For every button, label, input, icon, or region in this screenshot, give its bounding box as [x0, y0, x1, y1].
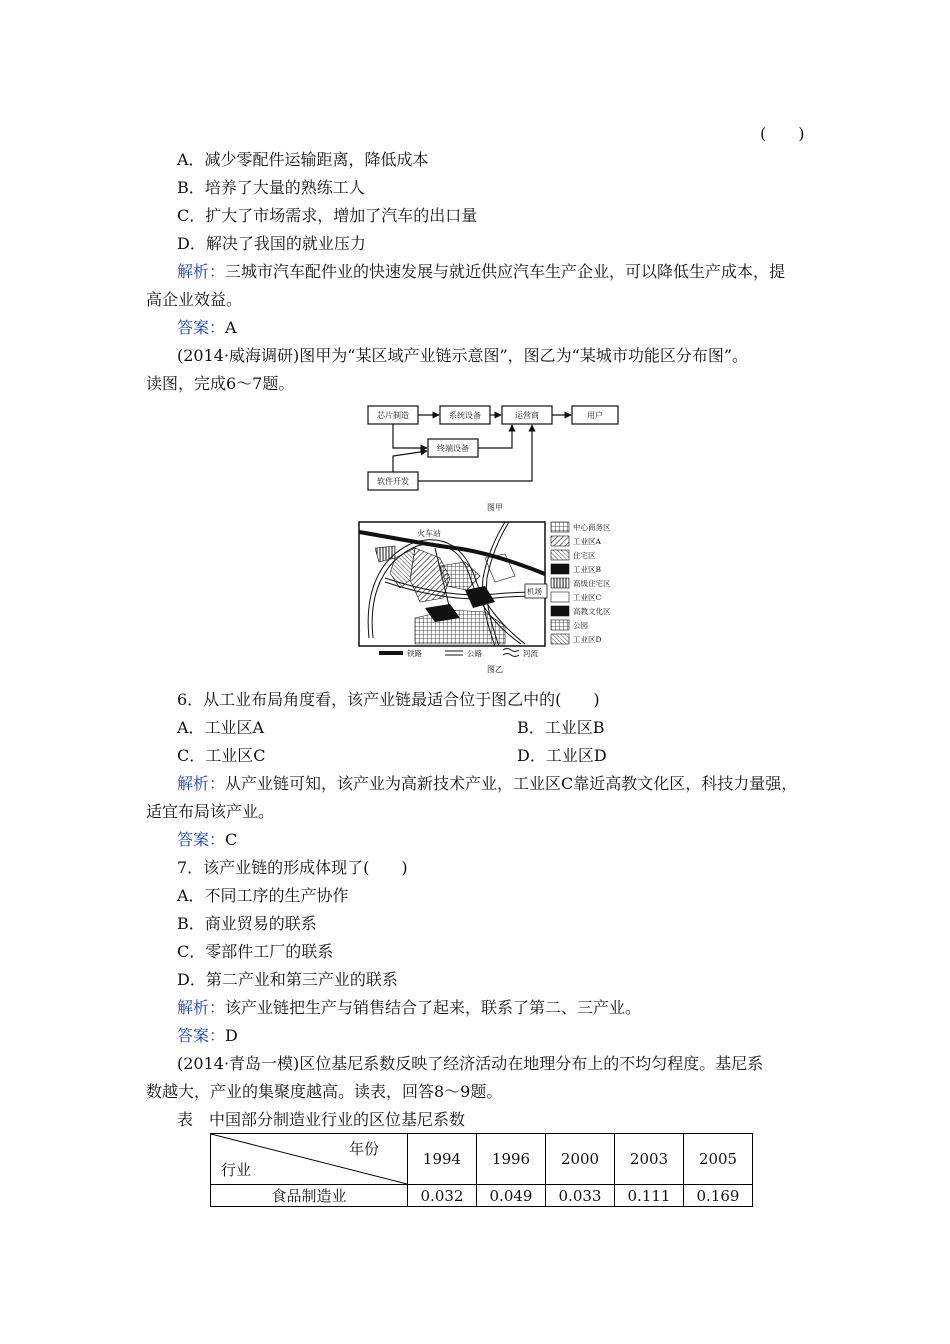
box-user: 用户: [587, 411, 603, 420]
q6-answer: [177, 827, 237, 853]
table-caption: 表 中国部分制造业行业的区位基尼系数: [177, 1110, 466, 1129]
answer-value: A: [225, 318, 237, 337]
legend-premium-residential: 高级住宅区: [573, 579, 611, 588]
box-software: 软件开发: [377, 477, 409, 486]
table-row: [211, 1185, 753, 1207]
legend-residential: 住宅区: [573, 551, 596, 560]
legend-rail: 铁路: [407, 649, 422, 658]
year-header: 1994: [408, 1134, 477, 1185]
q5-option-a: A．减少零配件运输距离，降低成本: [177, 150, 429, 169]
box-terminal: 终端设备: [437, 444, 469, 453]
answer-label: 答案：: [177, 1026, 226, 1045]
q6-option-c: C．工业区C: [177, 746, 266, 765]
row-value: 0.049: [477, 1185, 546, 1207]
corner-industry-label: 行业: [221, 1161, 252, 1179]
q7-option-d: D．第二产业和第三产业的联系: [177, 970, 398, 989]
legend-cbd: 中心商务区: [573, 523, 611, 532]
q6-stem: 6．从工业布局角度看，该产业链最适合位于图乙中的( ): [177, 690, 600, 709]
q6-option-d: D．工业区D: [517, 746, 607, 765]
year-header: 1996: [477, 1134, 546, 1185]
analysis-label: 解析：: [177, 262, 226, 281]
analysis-label: 解析：: [177, 774, 226, 793]
answer-parenthesis: ( ): [760, 124, 805, 143]
answer-value: D: [225, 1026, 238, 1045]
row-value: 0.111: [615, 1185, 684, 1207]
q5-analysis: [177, 259, 785, 285]
legend-industry-a: 工业区A: [573, 537, 601, 546]
intro-8-9: (2014·青岛一模)区位基尼系数反映了经济活动在地理分布上的不均匀程度。基尼系: [177, 1054, 764, 1073]
legend-industry-c: 工业区C: [573, 593, 602, 602]
analysis-text: 从产业链可知，该产业为高新技术产业，工业区C靠近高教文化区，科技力量强，: [225, 774, 798, 793]
corner-year-label: 年份: [348, 1140, 379, 1158]
q6-analysis: [177, 771, 797, 797]
legend-education: 高教文化区: [573, 607, 611, 616]
q7-answer: [177, 1023, 238, 1049]
figure-b-city-map: [355, 518, 640, 676]
box-chip: 芯片制造: [377, 411, 409, 420]
table-header-row: [211, 1134, 753, 1185]
year-header: 2005: [684, 1134, 753, 1185]
year-header: 2000: [546, 1134, 615, 1185]
q5-option-d: D．解决了我国的就业压力: [177, 234, 366, 253]
answer-value: C: [225, 830, 238, 849]
answer-label: 答案：: [177, 318, 226, 337]
legend-park: 公园: [573, 621, 588, 630]
analysis-label: 解析：: [177, 998, 226, 1017]
legend-road: 公路: [467, 649, 482, 658]
q6-analysis-cont: 适宜布局该产业。: [146, 802, 275, 821]
q6-option-b: B．工业区B: [517, 718, 605, 737]
q5-answer: [177, 315, 237, 341]
table-corner-cell: [211, 1134, 408, 1185]
year-header: 2003: [615, 1134, 684, 1185]
q7-analysis: [177, 995, 641, 1021]
q7-stem: 7．该产业链的形成体现了( ): [177, 858, 408, 877]
legend-industry-b: 工业区B: [573, 565, 602, 574]
station-label: 火车站: [417, 529, 441, 538]
box-system: 系统设备: [449, 411, 481, 420]
intro-6-7-cont: 读图，完成6～7题。: [146, 374, 295, 393]
figure-b-caption: 图乙: [487, 665, 503, 674]
row-value: 0.032: [408, 1185, 477, 1207]
intro-6-7: (2014·威海调研)图甲为“某区域产业链示意图”，图乙为“某城市功能区分布图”。: [177, 346, 749, 365]
gini-table: [210, 1133, 753, 1207]
q5-option-b: B．培养了大量的熟练工人: [177, 178, 365, 197]
q5-option-c: C．扩大了市场需求，增加了汽车的出口量: [177, 206, 478, 225]
row-value: 0.033: [546, 1185, 615, 1207]
q7-option-a: A．不同工序的生产协作: [177, 886, 349, 905]
intro-8-9-cont: 数越大，产业的集聚度越高。读表，回答8～9题。: [146, 1082, 503, 1101]
q7-option-b: B．商业贸易的联系: [177, 914, 317, 933]
q7-option-c: C．零部件工厂的联系: [177, 942, 334, 961]
legend-industry-d: 工业区D: [573, 635, 602, 644]
figure-a-caption: 图甲: [487, 503, 503, 512]
q6-option-a: A．工业区A: [177, 718, 265, 737]
analysis-text: 该产业链把生产与销售结合了起来，联系了第二、三产业。: [225, 998, 642, 1017]
box-operator: 运营商: [515, 411, 539, 420]
row-industry-name: 食品制造业: [211, 1185, 408, 1207]
row-value: 0.169: [684, 1185, 753, 1207]
answer-label: 答案：: [177, 830, 226, 849]
q5-analysis-cont: 高企业效益。: [146, 290, 243, 309]
airport-label: 机场: [527, 587, 542, 596]
legend-river: 河流: [523, 649, 538, 658]
figure-a-industry-chain: [360, 398, 630, 513]
analysis-text: 三城市汽车配件业的快速发展与就近供应汽车生产企业，可以降低生产成本，提: [225, 262, 786, 281]
